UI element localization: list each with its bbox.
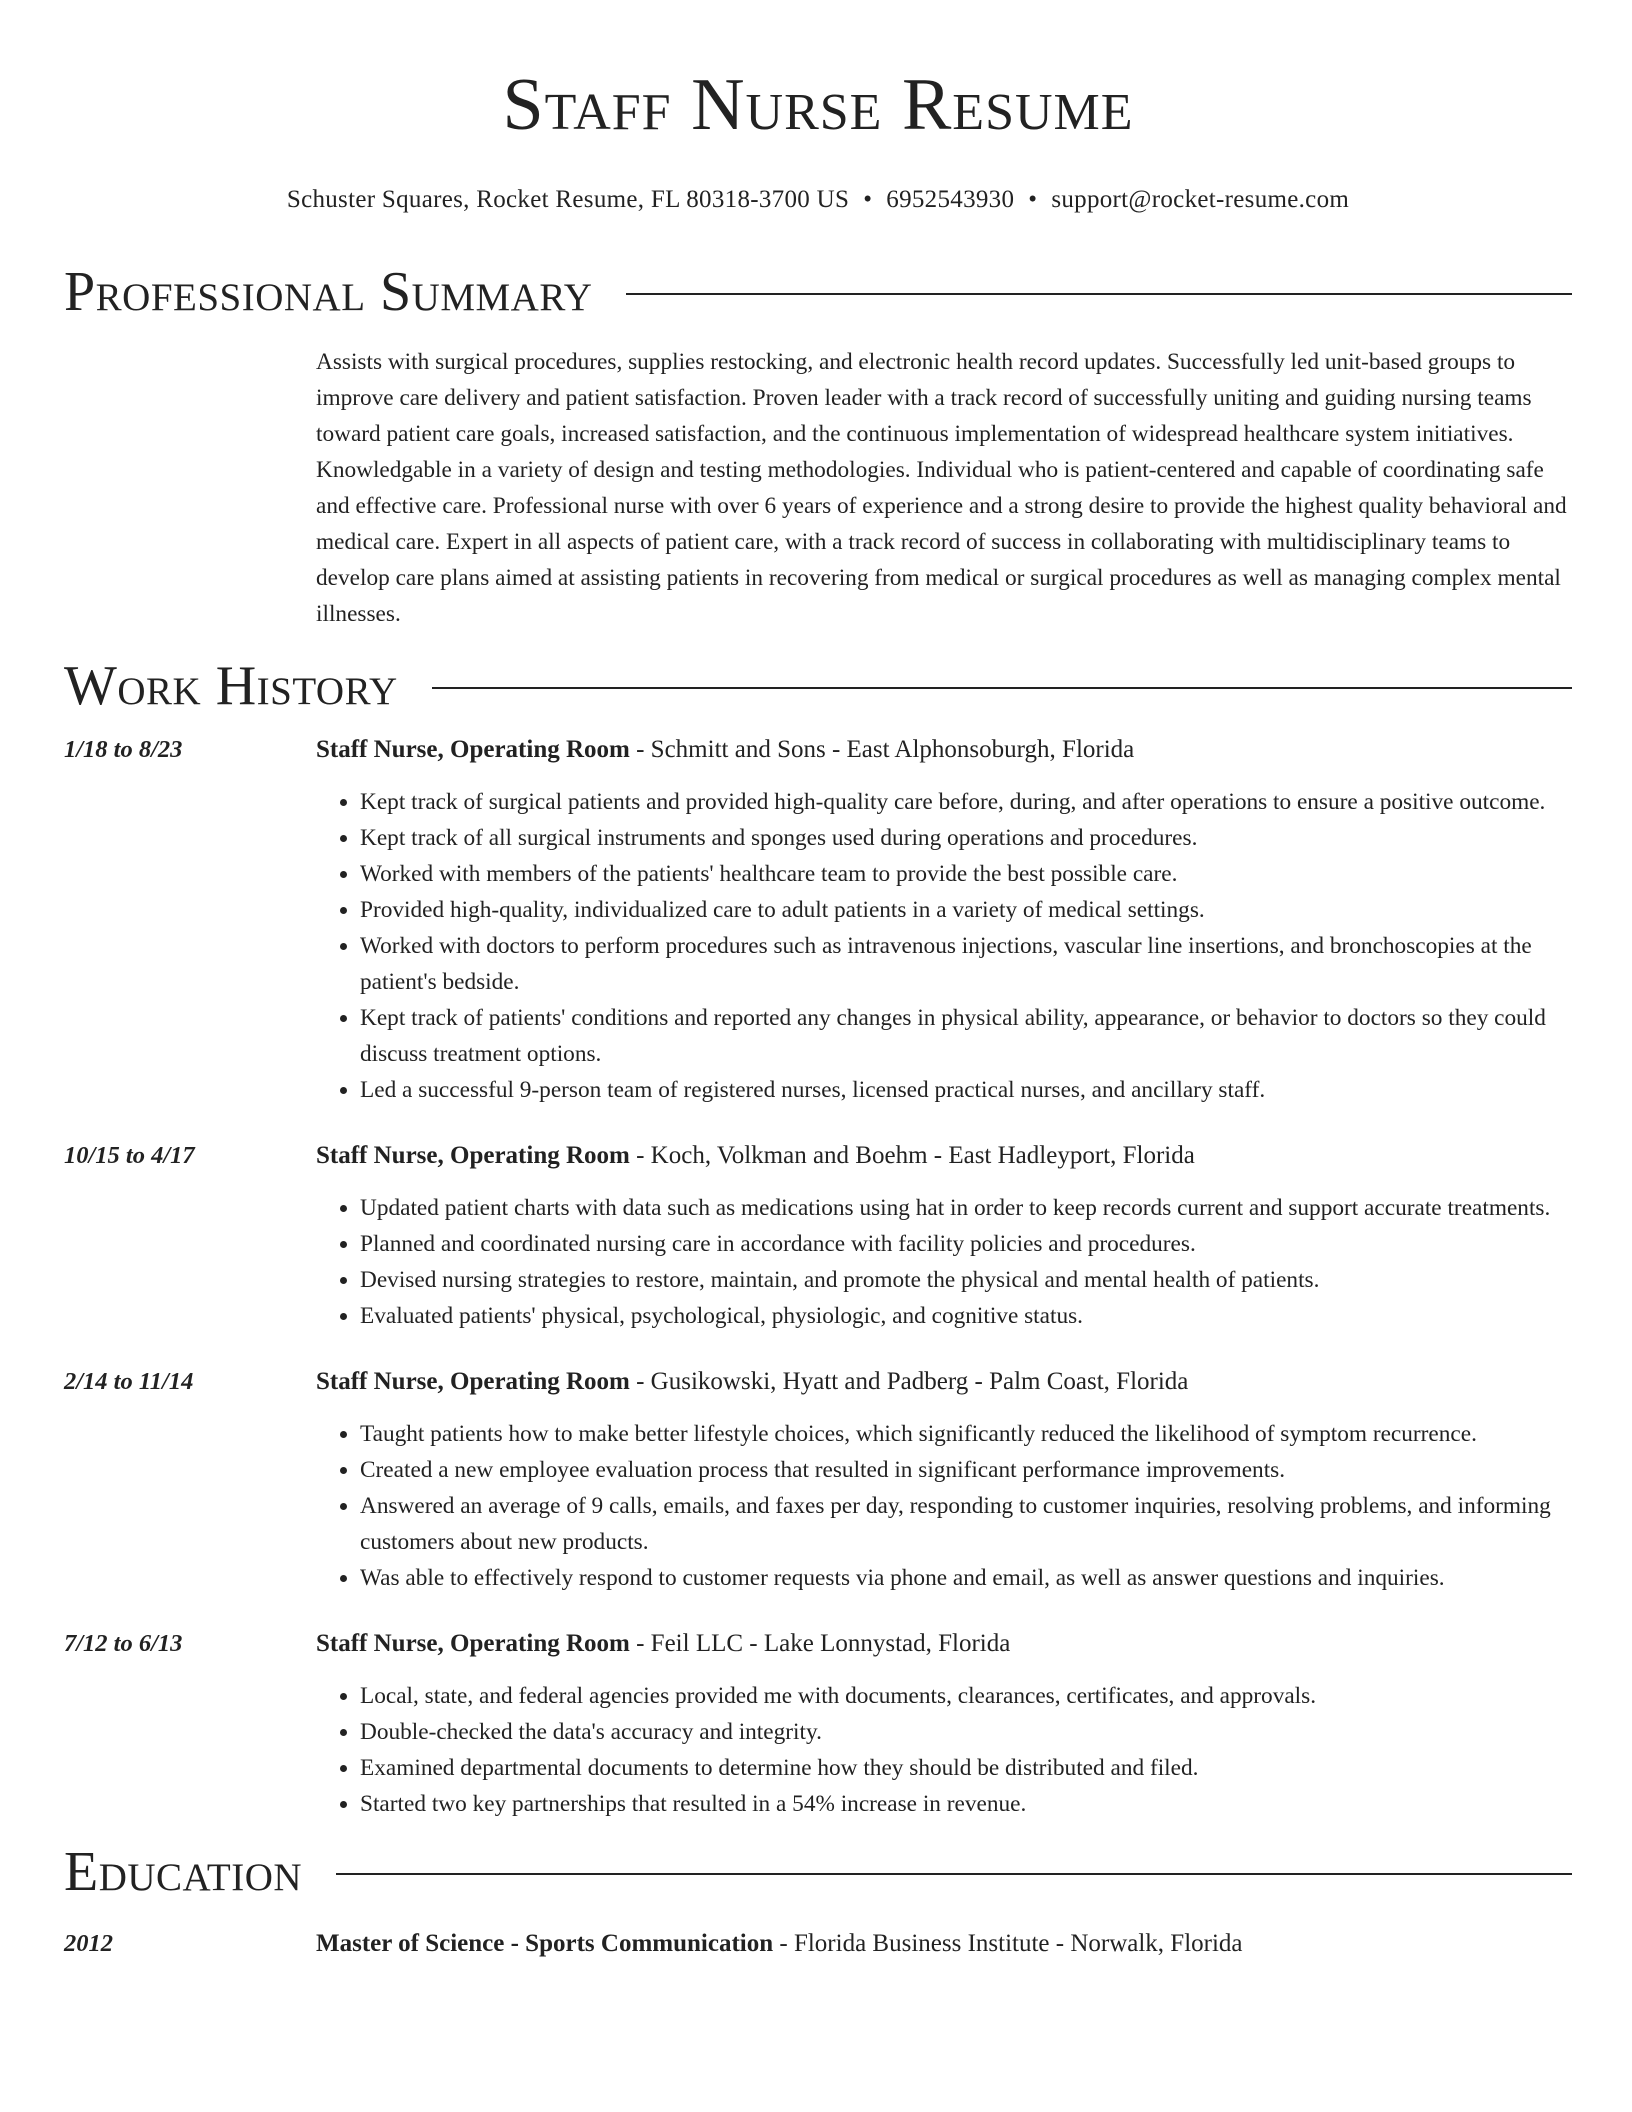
education-heading: Education: [64, 1841, 303, 1903]
job-details: - Koch, Volkman and Boehm - East Hadleyport, Florida: [629, 1142, 1195, 1169]
job-role: Staff Nurse, Operating Room: [316, 1142, 630, 1169]
work-section-header: [64, 654, 1572, 718]
summary-section-header: [64, 260, 1572, 324]
contact-phone: 6952543930: [886, 186, 1015, 213]
contact-address: Schuster Squares, Rocket Resume, FL 80318-3700 US: [286, 186, 850, 213]
job-bullet: • Updated patient charts with data such as medications using hat in order to keep records current and support accurate treatments.: [360, 1190, 1572, 1226]
job-bullet: • Evaluated patients' physical, psychological, physiologic, and cognitive status.: [360, 1298, 1572, 1334]
job-bullet: • Devised nursing strategies to restore, maintain, and promote the physical and mental health of patients.: [360, 1262, 1572, 1298]
job-details: - Schmitt and Sons - East Alphonsoburgh, Florida: [629, 736, 1135, 763]
education-degree: Master of Science - Sports Communication: [316, 1930, 774, 1957]
job-dates: 2/14 to 11/14: [64, 1368, 194, 1395]
education-heading-line: [316, 1926, 1572, 1962]
job-bullet: • Kept track of patients' conditions and reported any changes in physical ability, appearance, or behavior to doctors so they could discuss treatment options.: [360, 1000, 1572, 1072]
job-bullet: • Planned and coordinated nursing care in accordance with facility policies and procedures.: [360, 1226, 1572, 1262]
job-bullet: • Taught patients how to make better lifestyle choices, which significantly reduced the likelihood of symptom recurrence.: [360, 1416, 1572, 1452]
contact-separator: •: [1028, 186, 1038, 213]
job-dates: 10/15 to 4/17: [64, 1142, 195, 1169]
job-entry: [64, 1138, 1572, 1334]
job-bullet: • Created a new employee evaluation process that resulted in significant performance improvements.: [360, 1452, 1572, 1488]
job-entry: [64, 1364, 1572, 1596]
job-role: Staff Nurse, Operating Room: [316, 1368, 630, 1395]
job-heading: [316, 1364, 1572, 1400]
job-role: Staff Nurse, Operating Room: [316, 1630, 630, 1657]
job-bullet: • Double-checked the data's accuracy and integrity.: [360, 1714, 1572, 1750]
contact-email: support@rocket-resume.com: [1051, 186, 1350, 213]
summary-heading: Professional Summary: [64, 261, 593, 323]
job-heading: [316, 732, 1572, 768]
job-dates: 7/12 to 6/13: [64, 1630, 183, 1657]
education-list: [64, 1926, 1572, 1962]
resume-title: Staff Nurse Resume: [502, 64, 1134, 146]
section-divider: [336, 1873, 1572, 1875]
job-bullet: • Worked with doctors to perform procedures such as intravenous injections, vascular line insertions, and bronchoscopies at the patient's bedside.: [360, 928, 1572, 1000]
job-dates: 1/18 to 8/23: [64, 736, 183, 763]
job-body: [316, 1364, 1572, 1596]
contact-line: [64, 184, 1572, 216]
job-body: [316, 732, 1572, 1108]
job-details: - Gusikowski, Hyatt and Padberg - Palm Coast, Florida: [629, 1368, 1189, 1395]
job-bullet: • Local, state, and federal agencies provided me with documents, clearances, certificates, and approvals.: [360, 1678, 1572, 1714]
job-bullet-list: [316, 1416, 1572, 1596]
work-heading: Work History: [64, 655, 398, 717]
job-entry: [64, 732, 1572, 1108]
job-body: [316, 1138, 1572, 1334]
education-year: 2012: [64, 1930, 113, 1957]
job-bullet: • Provided high-quality, individualized care to adult patients in a variety of medical settings.: [360, 892, 1572, 928]
summary-text: Assists with surgical procedures, supplies restocking, and electronic health record updates. Successfully led unit-based groups to improve care delivery and patient satisfaction. Proven leader with a track record of successfully uniting and guiding nursing teams toward patient care goals, increased satisfaction, and the continuous implementation of widespread healthcare system initiatives. Knowledgable in a variety of design and testing methodologies. Individual who is patient-centered and capable of coordinating safe and effective care. Professional nurse with over 6 years of experience and a strong desire to provide the highest quality behavioral and medical care. Expert in all aspects of patient care, with a track record of success in collaborating with multidisciplinary teams to develop care plans aimed at assisting patients in recovering from medical or surgical procedures as well as managing complex mental illnesses.: [316, 349, 1567, 627]
contact-separator: •: [863, 186, 873, 213]
education-section-header: [64, 1840, 1572, 1904]
education-entry: [64, 1926, 1572, 1962]
resume-page: [64, 0, 1572, 1962]
job-heading: [316, 1626, 1572, 1662]
work-history-list: [64, 732, 1572, 1822]
education-body: [316, 1926, 1572, 1962]
job-bullet: • Started two key partnerships that resulted in a 54% increase in revenue.: [360, 1786, 1572, 1822]
job-bullet: • Examined departmental documents to determine how they should be distributed and filed.: [360, 1750, 1572, 1786]
section-divider: [626, 293, 1572, 295]
job-bullet: • Was able to effectively respond to customer requests via phone and email, as well as answer questions and inquiries.: [360, 1560, 1572, 1596]
job-bullet-list: [316, 1190, 1572, 1334]
job-role: Staff Nurse, Operating Room: [316, 736, 630, 763]
job-bullet: • Worked with members of the patients' healthcare team to provide the best possible care.: [360, 856, 1572, 892]
job-body: [316, 1626, 1572, 1822]
job-bullet: • Answered an average of 9 calls, emails, and faxes per day, responding to customer inquiries, resolving problems, and informing customers about new products.: [360, 1488, 1572, 1560]
job-bullet: • Led a successful 9-person team of registered nurses, licensed practical nurses, and ancillary staff.: [360, 1072, 1572, 1108]
job-bullet: • Kept track of surgical patients and provided high-quality care before, during, and after operations to ensure a positive outcome.: [360, 784, 1572, 820]
section-divider: [432, 687, 1572, 689]
job-bullet-list: [316, 1678, 1572, 1822]
job-details: - Feil LLC - Lake Lonnystad, Florida: [629, 1630, 1011, 1657]
job-bullet: • Kept track of all surgical instruments and sponges used during operations and procedures.: [360, 820, 1572, 856]
job-bullet-list: [316, 784, 1572, 1108]
education-details: - Florida Business Institute - Norwalk, Florida: [773, 1930, 1243, 1957]
job-heading: [316, 1138, 1572, 1174]
job-entry: [64, 1626, 1572, 1822]
